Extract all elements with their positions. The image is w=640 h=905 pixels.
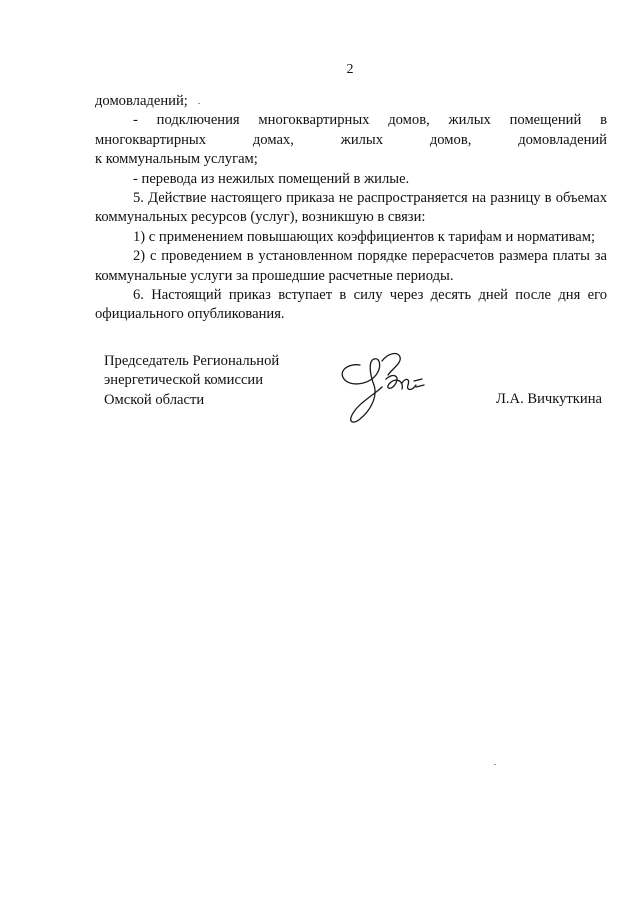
paragraph: к коммунальным услугам; [95,151,258,168]
signatory-name: Л.А. Вичкуткина [495,391,602,407]
paragraph: - перевода из нежилых помещений в жилые. [133,170,410,187]
paragraph: 5. Действие настоящего приказа не распространяется на разницу в объемах коммунальных ресурсов (услуг), возникшую в связи: [95,190,607,226]
paragraph: 6. Настоящий приказ вступает в силу через десять дней после дня его официального опубликования. [95,287,607,323]
signatory-position-line: Омской области [104,391,205,408]
paragraph: 2) с проведением в установленном порядке перерасчетов размера платы за коммунальные услуги за прошедшие расчетные периоды. [95,248,607,284]
document-body [95,92,607,325]
signatory-position [104,352,279,410]
signatory-position-line: Председатель Региональной [104,353,280,369]
signatory-position-line: энергетической комиссии [104,372,264,389]
paragraph: домовладений; [95,93,188,109]
handwritten-signature [330,345,430,430]
scan-speck [494,764,496,765]
paragraph: 1) с применением повышающих коэффициентов к тарифам и нормативам; [133,228,596,245]
scan-speck [198,103,200,104]
page-number: 2 [346,62,354,77]
paragraph: - подключения многоквартирных домов, жилых помещений в многоквартирных домах, жилых домов, домовладений [95,112,607,148]
